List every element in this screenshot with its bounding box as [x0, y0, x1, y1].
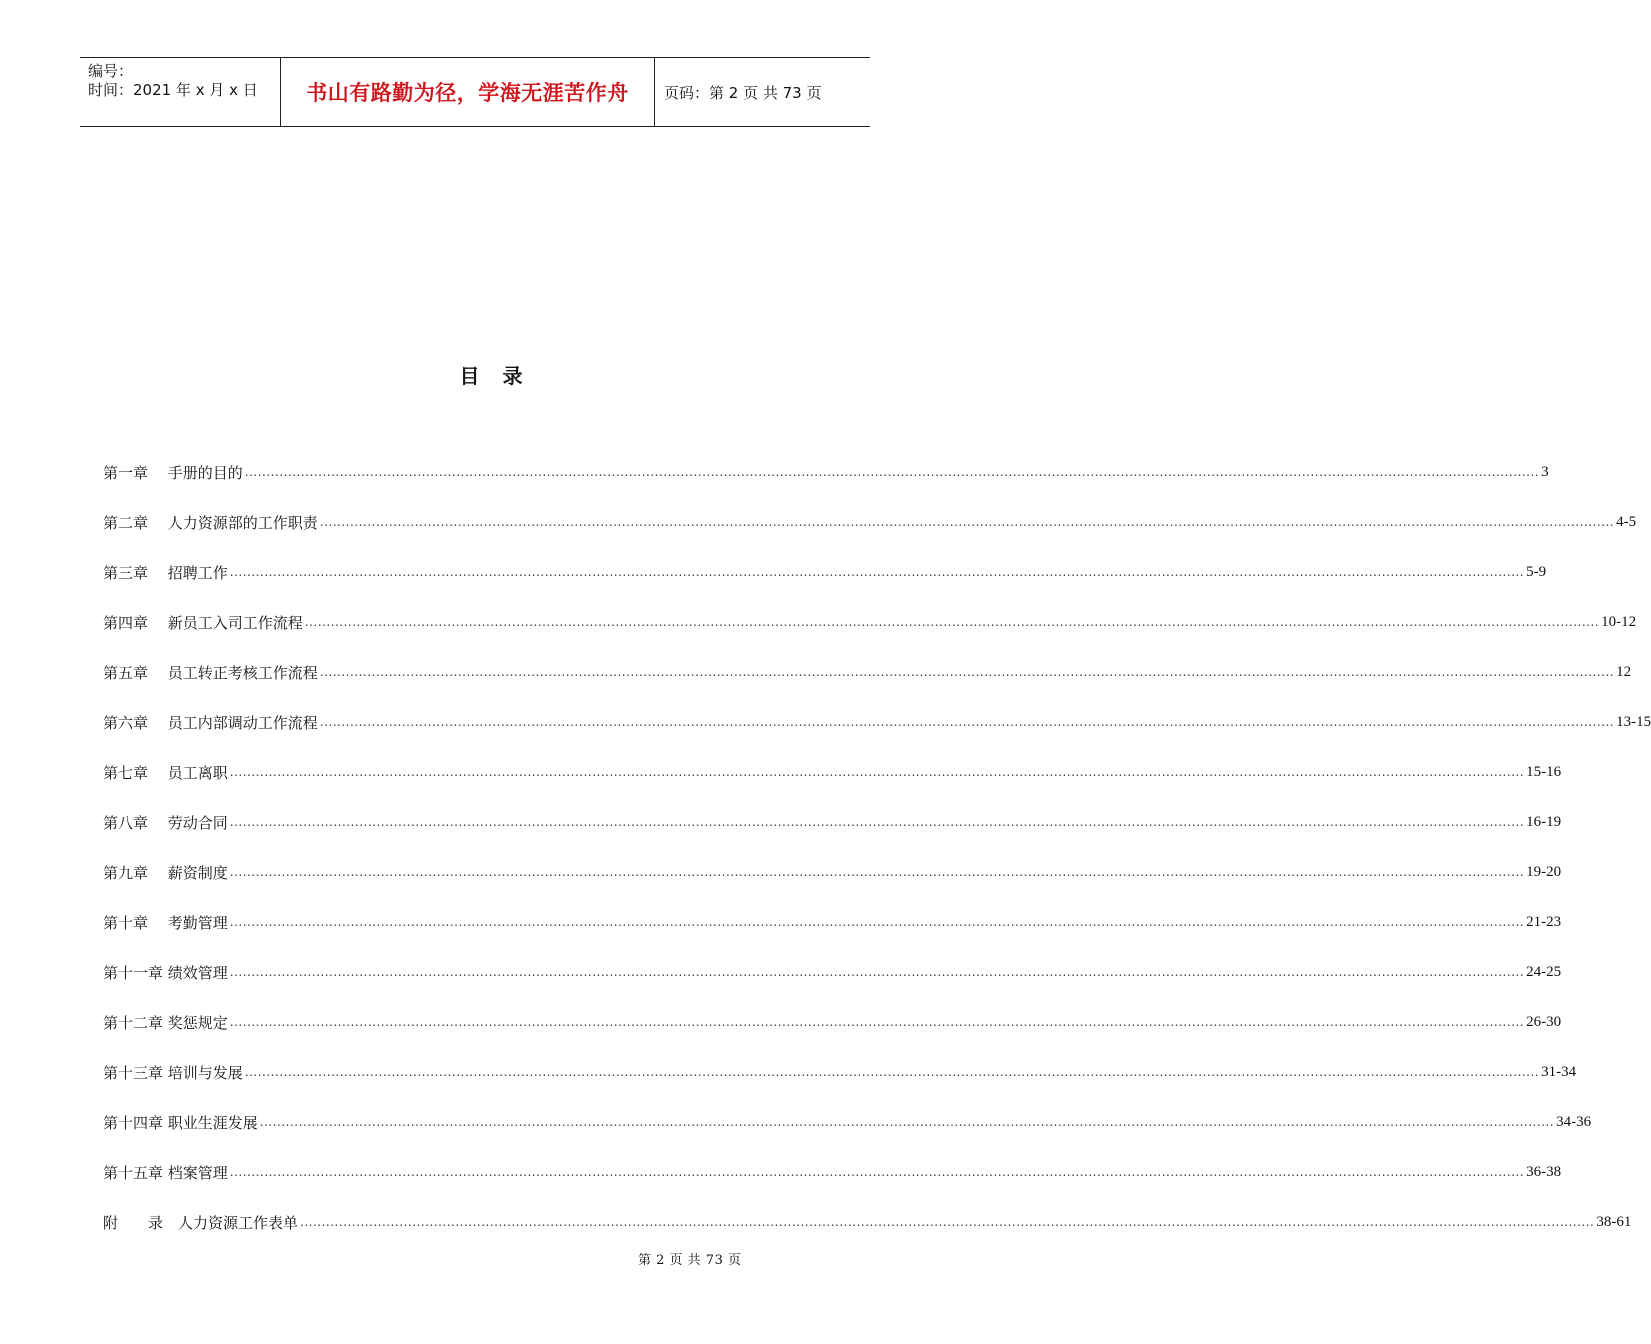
header-motto: 书山有路勤为径，学海无涯苦作舟	[306, 81, 629, 105]
toc-page-range: 5-9	[1526, 563, 1547, 580]
toc-dot-leader: ............................................................................................................................................................................................................................................................................................................	[229, 915, 1525, 929]
page-title: 目 录	[459, 364, 531, 388]
toc-entry[interactable]	[103, 697, 1651, 747]
toc-page-range: 36-38	[1526, 1163, 1562, 1180]
toc-page-range: 13-15	[1616, 713, 1651, 730]
toc-entry[interactable]	[103, 547, 1547, 597]
toc-dot-leader: ............................................................................................................................................................................................................................................................................................................	[229, 1165, 1525, 1179]
toc-chapter-title: 第七章 员工离职	[103, 763, 228, 782]
toc-chapter-title: 第四章 新员工入司工作流程	[103, 613, 303, 632]
header-motto-cell	[281, 58, 655, 126]
toc-dot-leader: ............................................................................................................................................................................................................................................................................................................	[229, 1015, 1525, 1029]
toc-dot-leader: ............................................................................................................................................................................................................................................................................................................	[229, 965, 1525, 979]
toc-dot-leader: ............................................................................................................................................................................................................................................................................................................	[304, 615, 1600, 629]
toc-dot-leader: ............................................................................................................................................................................................................................................................................................................	[319, 715, 1615, 729]
toc-entry[interactable]	[103, 1147, 1562, 1197]
toc-dot-leader: ............................................................................................................................................................................................................................................................................................................	[319, 665, 1615, 679]
toc-chapter-title: 第三章 招聘工作	[103, 563, 228, 582]
table-of-contents	[103, 447, 1651, 1247]
toc-chapter-title: 第十一章 绩效管理	[103, 963, 228, 982]
toc-dot-leader: ............................................................................................................................................................................................................................................................................................................	[259, 1115, 1555, 1129]
toc-entry[interactable]	[103, 597, 1637, 647]
toc-page-range: 3	[1541, 463, 1549, 480]
toc-chapter-title: 第十章 考勤管理	[103, 913, 228, 932]
toc-chapter-title: 第五章 员工转正考核工作流程	[103, 663, 318, 682]
toc-chapter-title: 第一章 手册的目的	[103, 463, 243, 482]
toc-entry[interactable]	[103, 1097, 1592, 1147]
toc-chapter-title: 第十二章 奖惩规定	[103, 1013, 228, 1032]
toc-entry[interactable]	[103, 797, 1562, 847]
page-footer: 第 2 页 共 73 页	[638, 1253, 742, 1268]
toc-chapter-title: 第十三章 培训与发展	[103, 1063, 243, 1082]
toc-chapter-title: 第十五章 档案管理	[103, 1163, 228, 1182]
toc-page-range: 34-36	[1556, 1113, 1592, 1130]
header-page-code-cell	[655, 58, 870, 126]
toc-entry[interactable]	[103, 897, 1562, 947]
document-number-label: 编号：	[88, 62, 134, 80]
toc-chapter-title: 第九章 薪资制度	[103, 863, 228, 882]
toc-dot-leader: ............................................................................................................................................................................................................................................................................................................	[319, 515, 1615, 529]
toc-page-range: 12	[1616, 663, 1632, 680]
toc-entry[interactable]	[103, 997, 1562, 1047]
document-time-label: 时间：2021 年 x 月 x 日	[88, 81, 258, 99]
toc-dot-leader: ............................................................................................................................................................................................................................................................................................................	[229, 865, 1525, 879]
toc-page-range: 16-19	[1526, 813, 1562, 830]
toc-chapter-title: 第二章 人力资源部的工作职责	[103, 513, 318, 532]
toc-dot-leader: ............................................................................................................................................................................................................................................................................................................	[300, 1215, 1595, 1229]
toc-entry[interactable]	[103, 847, 1562, 897]
toc-page-range: 19-20	[1526, 863, 1562, 880]
toc-chapter-title: 第十四章 职业生涯发展	[103, 1113, 258, 1132]
toc-page-range: 4-5	[1616, 513, 1637, 530]
toc-chapter-title: 附 录 人力资源工作表单	[103, 1213, 299, 1232]
header-info	[80, 58, 281, 126]
toc-page-range: 24-25	[1526, 963, 1562, 980]
toc-dot-leader: ............................................................................................................................................................................................................................................................................................................	[229, 565, 1525, 579]
header-page-code: 页码：第 2 页 共 73 页	[664, 83, 822, 102]
toc-page-range: 26-30	[1526, 1013, 1562, 1030]
toc-dot-leader: ............................................................................................................................................................................................................................................................................................................	[229, 815, 1525, 829]
toc-entry[interactable]	[103, 1197, 1632, 1247]
toc-page-range: 10-12	[1601, 613, 1637, 630]
toc-dot-leader: ............................................................................................................................................................................................................................................................................................................	[244, 465, 1540, 479]
toc-page-range: 31-34	[1541, 1063, 1577, 1080]
toc-entry[interactable]	[103, 497, 1637, 547]
toc-dot-leader: ............................................................................................................................................................................................................................................................................................................	[229, 765, 1525, 779]
toc-entry[interactable]	[103, 747, 1562, 797]
toc-entry[interactable]	[103, 947, 1562, 997]
toc-entry[interactable]	[103, 1047, 1577, 1097]
toc-entry[interactable]	[103, 447, 1549, 497]
toc-chapter-title: 第八章 劳动合同	[103, 813, 228, 832]
toc-page-range: 38-61	[1596, 1213, 1632, 1230]
toc-page-range: 15-16	[1526, 763, 1562, 780]
page-header	[80, 57, 870, 127]
toc-entry[interactable]	[103, 647, 1632, 697]
toc-dot-leader: ............................................................................................................................................................................................................................................................................................................	[244, 1065, 1540, 1079]
toc-page-range: 21-23	[1526, 913, 1562, 930]
toc-chapter-title: 第六章 员工内部调动工作流程	[103, 713, 318, 732]
